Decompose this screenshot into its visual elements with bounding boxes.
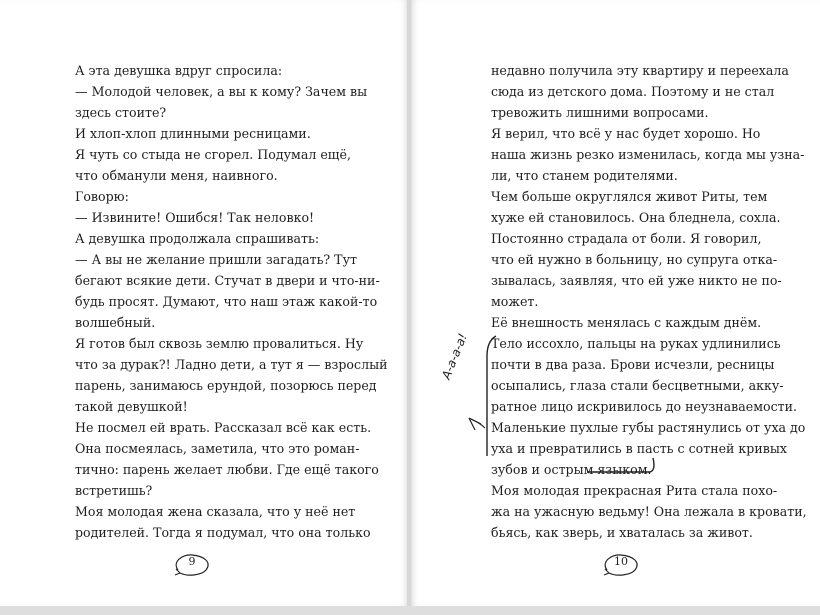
right-page — [411, 0, 820, 606]
text-line: зубов и острым языком. — [491, 462, 652, 477]
page-number — [168, 548, 216, 580]
left-page — [0, 0, 408, 606]
text-line: такой девушкой! — [75, 399, 188, 414]
text-line: Её внешность менялась с каждым днём. — [491, 315, 762, 330]
text-line: Она посмеялась, заметила, что это роман- — [75, 441, 360, 456]
text-line: Говорю: — [75, 189, 129, 204]
text-line: почти в два раза. Брови исчезли, ресницы — [491, 357, 775, 372]
text-line: Я верил, что всё у нас будет хорошо. Но — [491, 126, 761, 141]
text-line: Я чуть со стыда не сгорел. Подумал ещё, — [75, 147, 351, 162]
text-line: что ей нужно в больницу, но супруга отка- — [491, 252, 778, 267]
page-edge — [0, 606, 820, 615]
text-line: Моя молодая прекрасная Рита стала похо- — [491, 483, 778, 498]
text-line: Постоянно страдала от боли. Я говорил, — [491, 231, 762, 246]
text-line: ли, что станем родителями. — [491, 168, 678, 183]
text-line: ратное лицо искривилось до неузнаваемости. — [491, 399, 798, 414]
text-line: что обманули меня, наивного. — [75, 168, 278, 183]
text-line: сюда из детского дома. Поэтому и не стал — [491, 84, 775, 99]
text-line: будь просят. Думают, что наш этаж какой-то — [75, 294, 378, 309]
text-line: Чем больше округлялся живот Риты, тем — [491, 189, 768, 204]
text-line: — Молодой человек, а вы к кому? Зачем вы — [75, 84, 368, 99]
text-line: волшебный. — [75, 315, 156, 330]
left-page-text — [75, 60, 388, 543]
handwritten-annotation: А-а-а-а! — [439, 331, 470, 382]
text-line: осыпались, глаза стали бесцветными, акку- — [491, 378, 784, 393]
text-line: уха и превратились в пасть с сотней кривых — [491, 441, 787, 456]
page-number-label: 10 — [614, 555, 628, 568]
text-line: Я готов был сквозь землю провалиться. Ну — [75, 336, 364, 351]
text-line: встретишь? — [75, 483, 153, 498]
text-line: Маленькие пухлые губы растянулись от уха до — [491, 420, 806, 435]
text-line: здесь стоите? — [75, 105, 167, 120]
text-line: — А вы не желание пришли загадать? Тут — [75, 252, 357, 267]
text-line: Тело иссохло, пальцы на руках удлинились — [491, 336, 781, 351]
text-line: А эта девушка вдруг спросила: — [75, 63, 283, 78]
text-line: родителей. Тогда я подумал, что она только — [75, 525, 371, 540]
page-number — [597, 548, 645, 580]
text-line: — Извините! Ошибся! Так неловко! — [75, 210, 315, 225]
text-line: парень, занимаюсь ерундой, позорюсь перед — [75, 378, 377, 393]
text-line: Моя молодая жена сказала, что у неё нет — [75, 504, 356, 519]
text-line: жа на ужасную ведьму! Она лежала в кровати, — [491, 504, 807, 519]
text-line: бьясь, как зверь, и хваталась за живот. — [491, 525, 753, 540]
text-line: зывалась, заявляя, что ей уже никто не по- — [491, 273, 782, 288]
text-line: И хлоп-хлоп длинными ресницами. — [75, 126, 311, 141]
text-line: что за дурак?! Ладно дети, а тут я — взрослый — [75, 357, 388, 372]
text-line: наша жизнь резко изменилась, когда мы узна- — [491, 147, 805, 162]
text-line: может. — [491, 294, 539, 309]
text-line: тревожить лишними вопросами. — [491, 105, 709, 120]
text-line: А девушка продолжала спрашивать: — [75, 231, 320, 246]
text-line: тично: парень желает любви. Где ещё такого — [75, 462, 379, 477]
page-number-label: 9 — [188, 555, 196, 568]
text-line: Не посмел ей врать. Рассказал всё как есть. — [75, 420, 372, 435]
text-line: недавно получила эту квартиру и переехала — [491, 63, 789, 78]
text-line: бегают всякие дети. Стучат в двери и что-ни- — [75, 273, 380, 288]
right-page-text — [491, 60, 807, 543]
text-line: хуже ей становилось. Она бледнела, сохла. — [491, 210, 781, 225]
